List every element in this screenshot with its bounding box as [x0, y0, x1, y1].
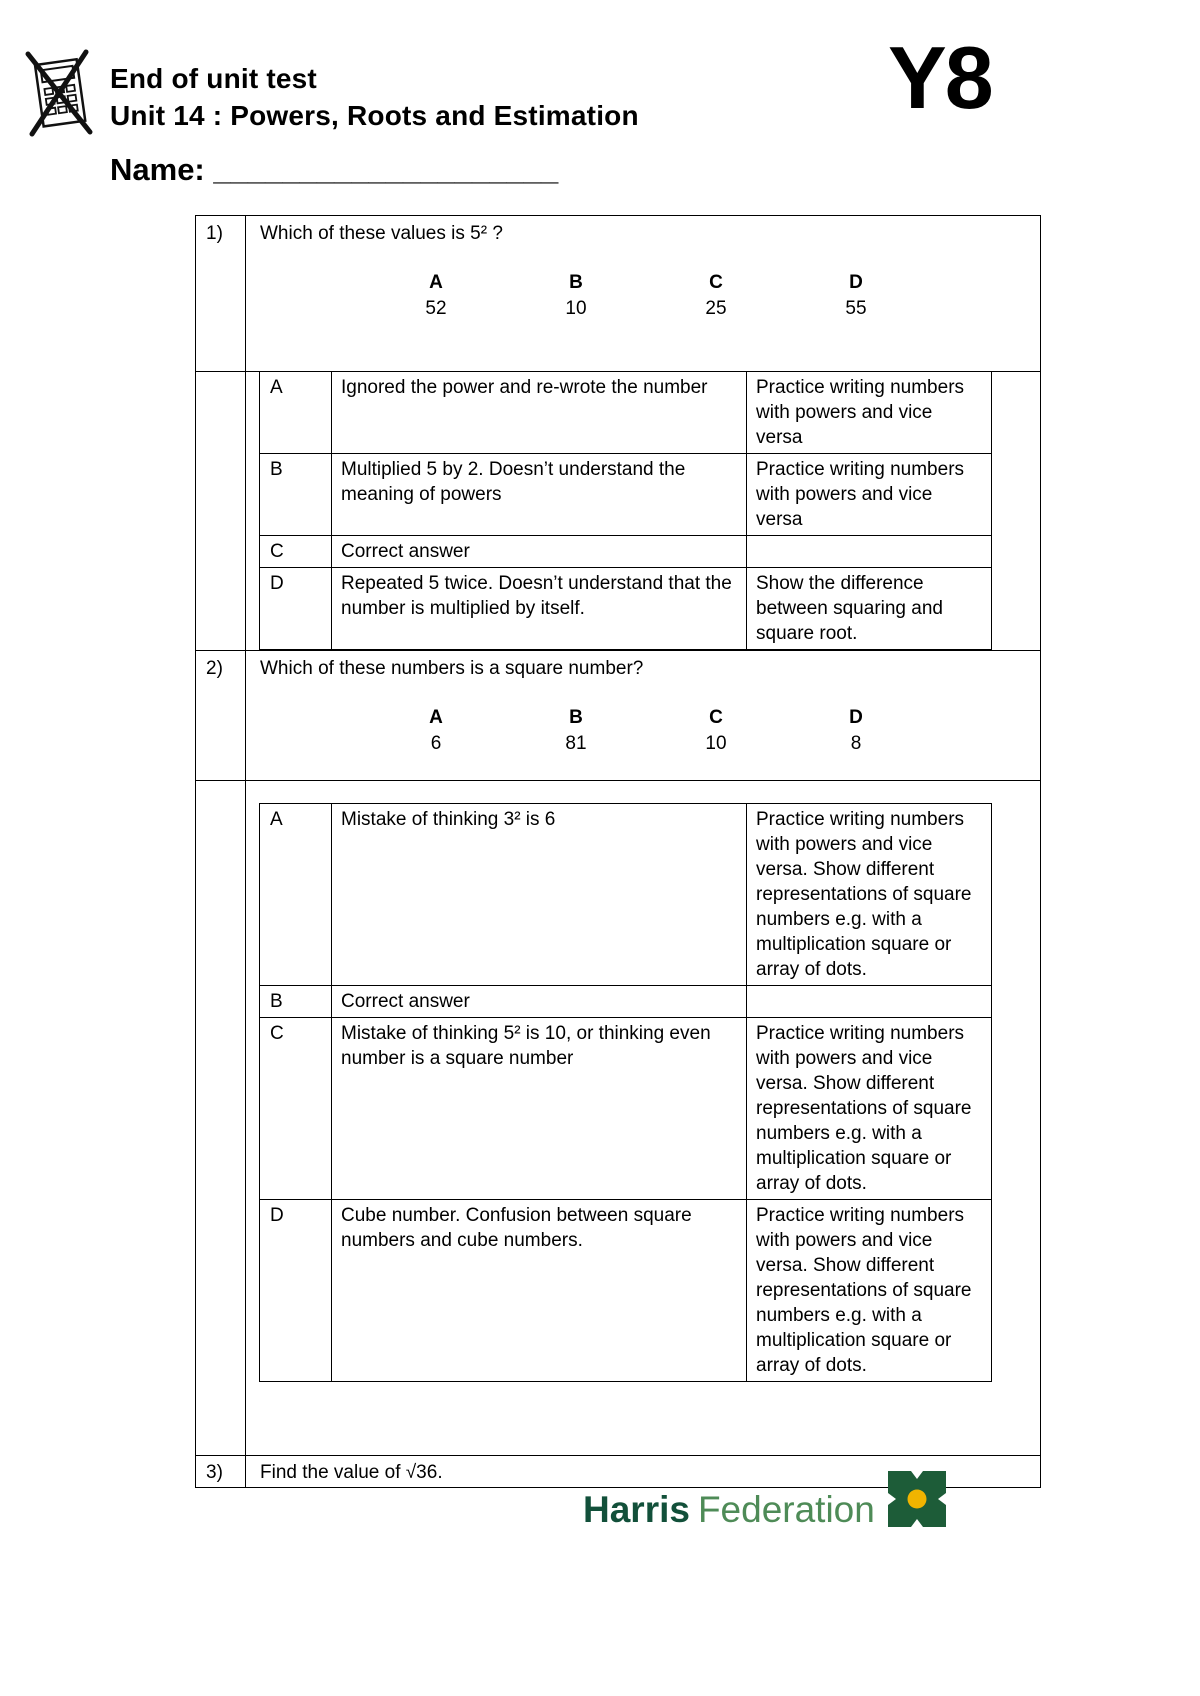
feedback-letter: A	[260, 804, 332, 986]
feedback-error: Correct answer	[332, 986, 747, 1018]
option-c	[646, 705, 786, 757]
option-value: 55	[845, 298, 867, 319]
feedback-row	[260, 536, 992, 568]
option-letter: A	[429, 272, 443, 293]
question-1-feedback-content	[246, 372, 1040, 650]
option-value: 25	[705, 298, 727, 319]
question-1-feedback-row	[196, 371, 1040, 650]
name-blank: ____________________	[213, 152, 559, 187]
option-letter: B	[569, 272, 583, 293]
feedback-table-q2	[259, 803, 992, 1382]
feedback-table-q1	[259, 372, 992, 650]
harris-federation-logo-icon	[888, 1468, 946, 1530]
feedback-letter: C	[260, 536, 332, 568]
option-d	[786, 705, 926, 757]
feedback-practice: Show the difference between squaring and square root.	[747, 568, 992, 650]
org-name-federation: Federation	[697, 1489, 875, 1530]
feedback-practice	[747, 986, 992, 1018]
footer-org-name	[583, 1488, 875, 1532]
option-value: 10	[565, 298, 587, 319]
question-3-number: 3)	[196, 1456, 246, 1487]
empty-number-cell	[196, 781, 246, 1455]
question-1-options	[366, 270, 1040, 322]
feedback-row	[260, 986, 992, 1018]
option-a	[366, 270, 506, 322]
feedback-error: Mistake of thinking 5² is 10, or thinking even number is a square number	[332, 1018, 747, 1200]
feedback-error: Ignored the power and re-wrote the number	[332, 372, 747, 454]
question-2-content	[246, 651, 1040, 780]
question-table	[195, 215, 1041, 1488]
option-value: 81	[565, 733, 587, 754]
option-value: 6	[430, 733, 442, 754]
name-line	[110, 152, 558, 188]
option-letter: D	[849, 272, 863, 293]
option-letter: B	[569, 707, 583, 728]
question-2-row	[196, 650, 1040, 780]
question-2-number: 2)	[196, 651, 246, 780]
year-badge: Y8	[888, 28, 992, 127]
option-value: 52	[425, 298, 447, 319]
option-b	[506, 270, 646, 322]
feedback-practice: Practice writing numbers with powers and vice versa. Show different representations of square numbers e.g. with a multiplication square or array of dots.	[747, 1200, 992, 1382]
name-label: Name:	[110, 152, 205, 187]
feedback-practice: Practice writing numbers with powers and vice versa	[747, 454, 992, 536]
feedback-error: Correct answer	[332, 536, 747, 568]
feedback-error: Cube number. Confusion between square numbers and cube numbers.	[332, 1200, 747, 1382]
option-d	[786, 270, 926, 322]
feedback-letter: D	[260, 1200, 332, 1382]
option-letter: D	[849, 707, 863, 728]
org-name-harris: Harris	[583, 1489, 690, 1530]
feedback-row	[260, 454, 992, 536]
question-1-text: Which of these values is 5² ?	[260, 223, 503, 244]
feedback-letter: B	[260, 454, 332, 536]
feedback-row	[260, 568, 992, 650]
question-3-text: Find the value of √36.	[260, 1462, 443, 1483]
no-calculator-icon	[24, 46, 94, 138]
unit-title: Unit 14 : Powers, Roots and Estimation	[110, 100, 639, 131]
question-2-feedback-content	[246, 781, 1040, 1455]
feedback-letter: C	[260, 1018, 332, 1200]
empty-number-cell	[196, 372, 246, 650]
feedback-practice: Practice writing numbers with powers and vice versa	[747, 372, 992, 454]
feedback-row	[260, 1018, 992, 1200]
option-b	[506, 705, 646, 757]
option-a	[366, 705, 506, 757]
question-2-text: Which of these numbers is a square number?	[260, 658, 644, 679]
option-letter: C	[709, 707, 723, 728]
question-1-content	[246, 216, 1040, 371]
feedback-row	[260, 1200, 992, 1382]
option-letter: C	[709, 272, 723, 293]
feedback-letter: A	[260, 372, 332, 454]
feedback-practice	[747, 536, 992, 568]
question-2-feedback-row	[196, 780, 1040, 1455]
feedback-letter: D	[260, 568, 332, 650]
question-2-options	[366, 705, 1040, 757]
feedback-row	[260, 804, 992, 986]
feedback-letter: B	[260, 986, 332, 1018]
feedback-error: Mistake of thinking 3² is 6	[332, 804, 747, 986]
feedback-practice: Practice writing numbers with powers and vice versa. Show different representations of square numbers e.g. with a multiplication square or array of dots.	[747, 804, 992, 986]
option-c	[646, 270, 786, 322]
feedback-row	[260, 372, 992, 454]
feedback-practice: Practice writing numbers with powers and vice versa. Show different representations of square numbers e.g. with a multiplication square or array of dots.	[747, 1018, 992, 1200]
option-value: 8	[850, 733, 862, 754]
option-value: 10	[705, 733, 727, 754]
test-title: End of unit test	[110, 63, 317, 94]
feedback-error: Multiplied 5 by 2. Doesn’t understand the meaning of powers	[332, 454, 747, 536]
feedback-error: Repeated 5 twice. Doesn’t understand that the number is multiplied by itself.	[332, 568, 747, 650]
question-1-row	[196, 216, 1040, 371]
option-letter: A	[429, 707, 443, 728]
question-1-number: 1)	[196, 216, 246, 371]
header-titles	[110, 60, 639, 134]
